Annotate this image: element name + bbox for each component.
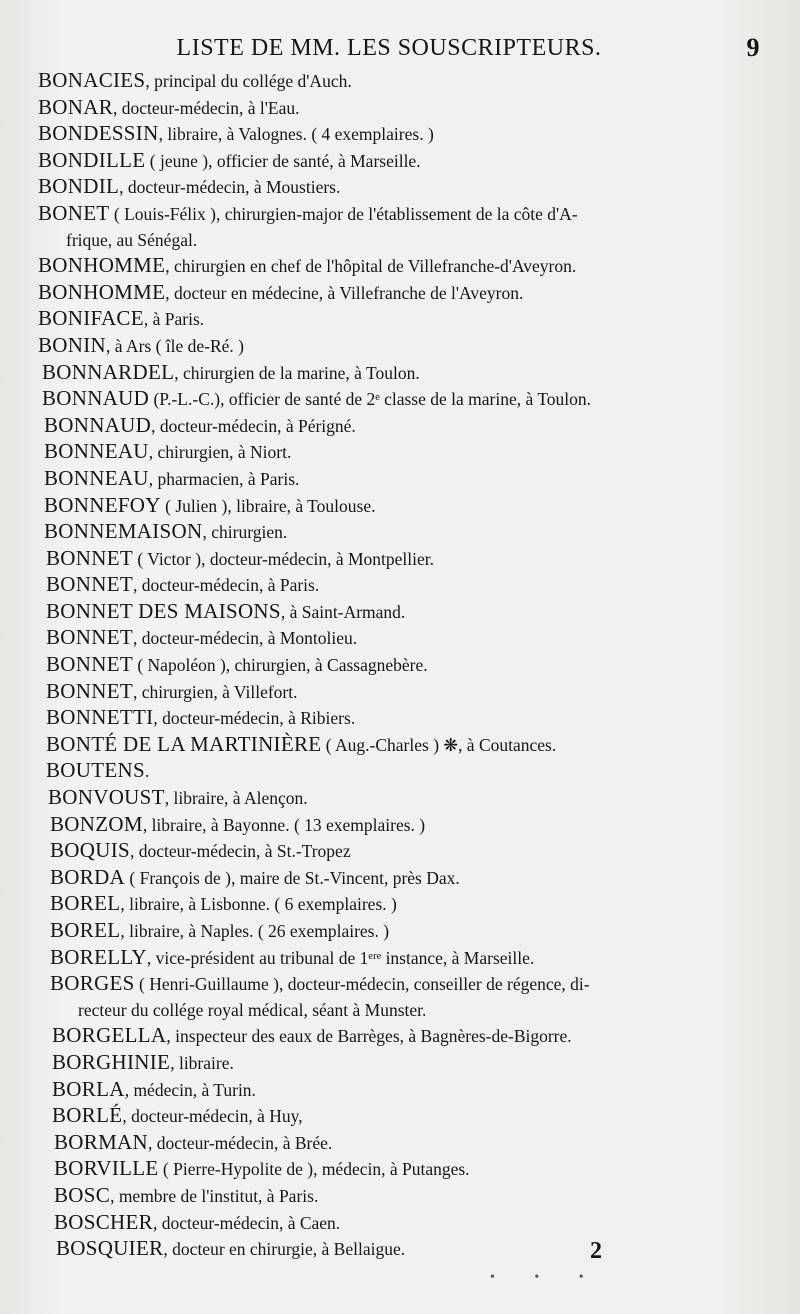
subscriber-details: , vice-président au tribunal de 1ᵉʳᵉ instance, à Marseille. bbox=[146, 947, 535, 968]
subscriber-name: BONNET bbox=[46, 652, 133, 677]
subscriber-details: , docteur-médecin, à Huy, bbox=[122, 1106, 303, 1127]
list-item bbox=[38, 625, 740, 652]
subscriber-details: , libraire, à Alençon. bbox=[164, 788, 308, 809]
list-item bbox=[38, 95, 740, 122]
subscriber-details: , docteur-médecin, à Moustiers. bbox=[119, 177, 341, 198]
subscriber-details: , médecin, à Turin. bbox=[124, 1079, 256, 1100]
subscriber-name: BORVILLE bbox=[54, 1156, 159, 1181]
list-item bbox=[38, 705, 740, 732]
subscriber-name: BONDILLE bbox=[38, 147, 146, 172]
subscriber-details-continued: recteur du collége royal médical, séant à Munster. bbox=[78, 999, 427, 1020]
list-item bbox=[38, 121, 740, 148]
list-item bbox=[38, 865, 740, 892]
subscriber-details-continued: frique, au Sénégal. bbox=[66, 229, 198, 250]
subscriber-details: , membre de l'institut, à Paris. bbox=[110, 1185, 319, 1206]
subscriber-name: BOSC bbox=[54, 1182, 111, 1207]
subscriber-list bbox=[38, 68, 740, 1263]
subscriber-details: ( Julien ), libraire, à Toulouse. bbox=[160, 495, 376, 516]
list-item bbox=[38, 174, 740, 201]
list-item bbox=[38, 413, 740, 440]
subscriber-name: BONNEAU bbox=[44, 465, 149, 490]
subscriber-details: , libraire, à Bayonne. ( 13 exemplaires. ) bbox=[142, 814, 426, 835]
subscriber-details: ( jeune ), officier de santé, à Marseille. bbox=[145, 150, 421, 171]
list-item bbox=[38, 785, 740, 812]
subscriber-details: , libraire, à Valognes. ( 4 exemplaires. ) bbox=[158, 124, 434, 145]
subscriber-name: BOREL bbox=[50, 891, 121, 916]
subscriber-details: ( Louis-Félix ), chirurgien-major de l'établissement de la côte d'A- bbox=[109, 203, 578, 224]
subscriber-details: , chirurgien de la marine, à Toulon. bbox=[174, 362, 420, 383]
subscriber-details: , docteur-médecin, à Brée. bbox=[147, 1132, 333, 1153]
list-item bbox=[38, 891, 740, 918]
list-item bbox=[38, 838, 740, 865]
list-item bbox=[38, 732, 740, 759]
list-item bbox=[38, 1050, 740, 1077]
subscriber-name: BONNAUD bbox=[42, 386, 150, 411]
print-specks: • • • bbox=[490, 1270, 602, 1285]
list-item bbox=[38, 572, 740, 599]
subscriber-name: BONDIL bbox=[38, 174, 120, 199]
list-item bbox=[38, 68, 740, 95]
subscriber-name: BONHOMME bbox=[38, 279, 166, 304]
subscriber-details: (P.-L.-C.), officier de santé de 2ᵉ classe de la marine, à Toulon. bbox=[149, 389, 592, 410]
subscriber-details: , docteur-médecin, à St.-Tropez bbox=[129, 841, 351, 862]
list-item bbox=[38, 1183, 740, 1210]
list-item bbox=[38, 439, 740, 466]
subscriber-name: BONNARDEL bbox=[42, 359, 175, 384]
list-item bbox=[38, 812, 740, 839]
list-item bbox=[38, 493, 740, 520]
list-item bbox=[38, 1210, 740, 1237]
list-item bbox=[38, 466, 740, 493]
subscriber-details: , chirurgien, à Niort. bbox=[148, 442, 292, 463]
list-item bbox=[38, 679, 740, 706]
subscriber-name: BOSCHER bbox=[54, 1209, 153, 1234]
list-item bbox=[38, 1023, 740, 1050]
subscriber-details: , inspecteur des eaux de Barrèges, à Bagnères-de-Bigorre. bbox=[166, 1026, 572, 1047]
subscriber-details: ( Victor ), docteur-médecin, à Montpellier. bbox=[132, 548, 434, 569]
subscriber-name: BOQUIS bbox=[50, 838, 130, 863]
subscriber-details: ( Aug.-Charles ) ❋, à Coutances. bbox=[321, 734, 557, 755]
subscriber-name: BORLÉ bbox=[52, 1103, 123, 1128]
subscriber-name: BONNET bbox=[46, 678, 133, 703]
list-item bbox=[38, 758, 740, 785]
subscriber-details: , docteur-médecin, à Périgné. bbox=[151, 415, 356, 436]
page-title: LISTE DE MM. LES SOUSCRIPTEURS. bbox=[176, 35, 602, 61]
subscriber-details: , docteur-médecin, à Caen. bbox=[152, 1212, 341, 1233]
subscriber-name: BONDESSIN bbox=[38, 121, 159, 146]
subscriber-name: BONNETTI bbox=[46, 705, 154, 730]
subscriber-name: BONNAUD bbox=[44, 412, 152, 437]
subscriber-name: BORDA bbox=[50, 864, 126, 889]
subscriber-name: BONNET DES MAISONS bbox=[46, 598, 281, 623]
subscriber-details: ( Henri-Guillaume ), docteur-médecin, conseiller de régence, di- bbox=[134, 974, 590, 995]
list-item bbox=[38, 280, 740, 307]
list-item bbox=[38, 1077, 740, 1104]
list-item bbox=[38, 918, 740, 945]
subscriber-details: , libraire, à Naples. ( 26 exemplaires. ) bbox=[120, 921, 390, 941]
subscriber-name: BORMAN bbox=[54, 1129, 148, 1154]
subscriber-name: BONNET bbox=[46, 545, 133, 570]
subscriber-name: BORGHINIE bbox=[52, 1049, 171, 1074]
subscriber-name: BONZOM bbox=[50, 811, 143, 836]
subscriber-name: BONNEMAISON bbox=[44, 519, 203, 544]
subscriber-details: , chirurgien en chef de l'hôpital de Villefranche-d'Aveyron. bbox=[165, 256, 577, 277]
list-item bbox=[38, 1156, 740, 1183]
subscriber-details: , docteur en médecine, à Villefranche de l'Aveyron. bbox=[165, 282, 524, 303]
subscriber-details: , chirurgien. bbox=[202, 522, 288, 543]
subscriber-details: , libraire, à Lisbonne. ( 6 exemplaires. ) bbox=[120, 894, 397, 915]
list-item bbox=[38, 360, 740, 387]
page-header bbox=[38, 28, 760, 68]
signature-mark: 2 bbox=[590, 1238, 602, 1264]
list-item bbox=[38, 253, 740, 280]
subscriber-name: BOUTENS bbox=[46, 758, 145, 783]
subscriber-name: BORELLY bbox=[50, 944, 147, 969]
subscriber-name: BONTÉ DE LA MARTINIÈRE bbox=[46, 731, 322, 756]
subscriber-details: , docteur-médecin, à Montolieu. bbox=[132, 628, 358, 649]
subscriber-name: BONACIES bbox=[38, 68, 146, 92]
subscriber-name: BONET bbox=[38, 200, 110, 225]
subscriber-details: . bbox=[144, 761, 150, 782]
list-item bbox=[38, 201, 740, 253]
list-item bbox=[38, 546, 740, 573]
list-item bbox=[38, 148, 740, 175]
subscriber-details: , docteur-médecin, à l'Eau. bbox=[113, 97, 300, 118]
subscriber-details: , docteur-médecin, à Paris. bbox=[132, 575, 320, 596]
subscriber-details: , à Saint-Armand. bbox=[280, 601, 406, 622]
subscriber-name: BOREL bbox=[50, 918, 121, 942]
list-item bbox=[38, 652, 740, 679]
subscriber-name: BONHOMME bbox=[38, 253, 166, 278]
subscriber-details: , pharmacien, à Paris. bbox=[148, 468, 300, 489]
subscriber-details: , à Ars ( île de-Ré. ) bbox=[106, 335, 245, 356]
page-number: 9 bbox=[746, 33, 760, 62]
subscriber-name: BONIN bbox=[38, 332, 106, 357]
list-item bbox=[38, 599, 740, 626]
list-item bbox=[38, 386, 740, 413]
subscriber-name: BORGES bbox=[50, 971, 135, 996]
list-item bbox=[38, 945, 740, 972]
subscriber-name: BONAR bbox=[38, 94, 114, 119]
list-item bbox=[38, 1130, 740, 1157]
list-item bbox=[38, 971, 740, 1023]
list-item bbox=[38, 519, 740, 546]
list-item bbox=[38, 1103, 740, 1130]
subscriber-name: BORLA bbox=[52, 1076, 125, 1101]
subscriber-name: BONNET bbox=[46, 572, 133, 597]
subscriber-details: ( Napoléon ), chirurgien, à Cassagnebère. bbox=[132, 655, 428, 676]
list-item bbox=[38, 333, 740, 360]
subscriber-details: , docteur-médecin, à Ribiers. bbox=[153, 708, 356, 729]
subscriber-details: ( Pierre-Hypolite de ), médecin, à Putanges. bbox=[158, 1159, 470, 1180]
subscriber-name: BONIFACE bbox=[38, 306, 144, 331]
subscriber-name: BONNEAU bbox=[44, 439, 149, 464]
subscriber-name: BONNEFOY bbox=[44, 492, 161, 517]
subscriber-details: , docteur en chirurgie, à Bellaigue. bbox=[163, 1239, 406, 1260]
subscriber-details: , à Paris. bbox=[143, 309, 205, 330]
subscriber-name: BOSQUIER bbox=[56, 1236, 164, 1261]
subscriber-details: , principal du collége d'Auch. bbox=[145, 71, 352, 91]
subscriber-details: , chirurgien, à Villefort. bbox=[132, 681, 298, 702]
subscriber-name: BORGELLA bbox=[52, 1023, 167, 1048]
list-item bbox=[38, 1236, 740, 1263]
list-item bbox=[38, 306, 740, 333]
subscriber-name: BONNET bbox=[46, 625, 133, 650]
subscriber-details: ( François de ), maire de St.-Vincent, près Dax. bbox=[125, 867, 460, 888]
subscriber-details: , libraire. bbox=[170, 1052, 234, 1073]
subscriber-name: BONVOUST bbox=[48, 785, 165, 810]
